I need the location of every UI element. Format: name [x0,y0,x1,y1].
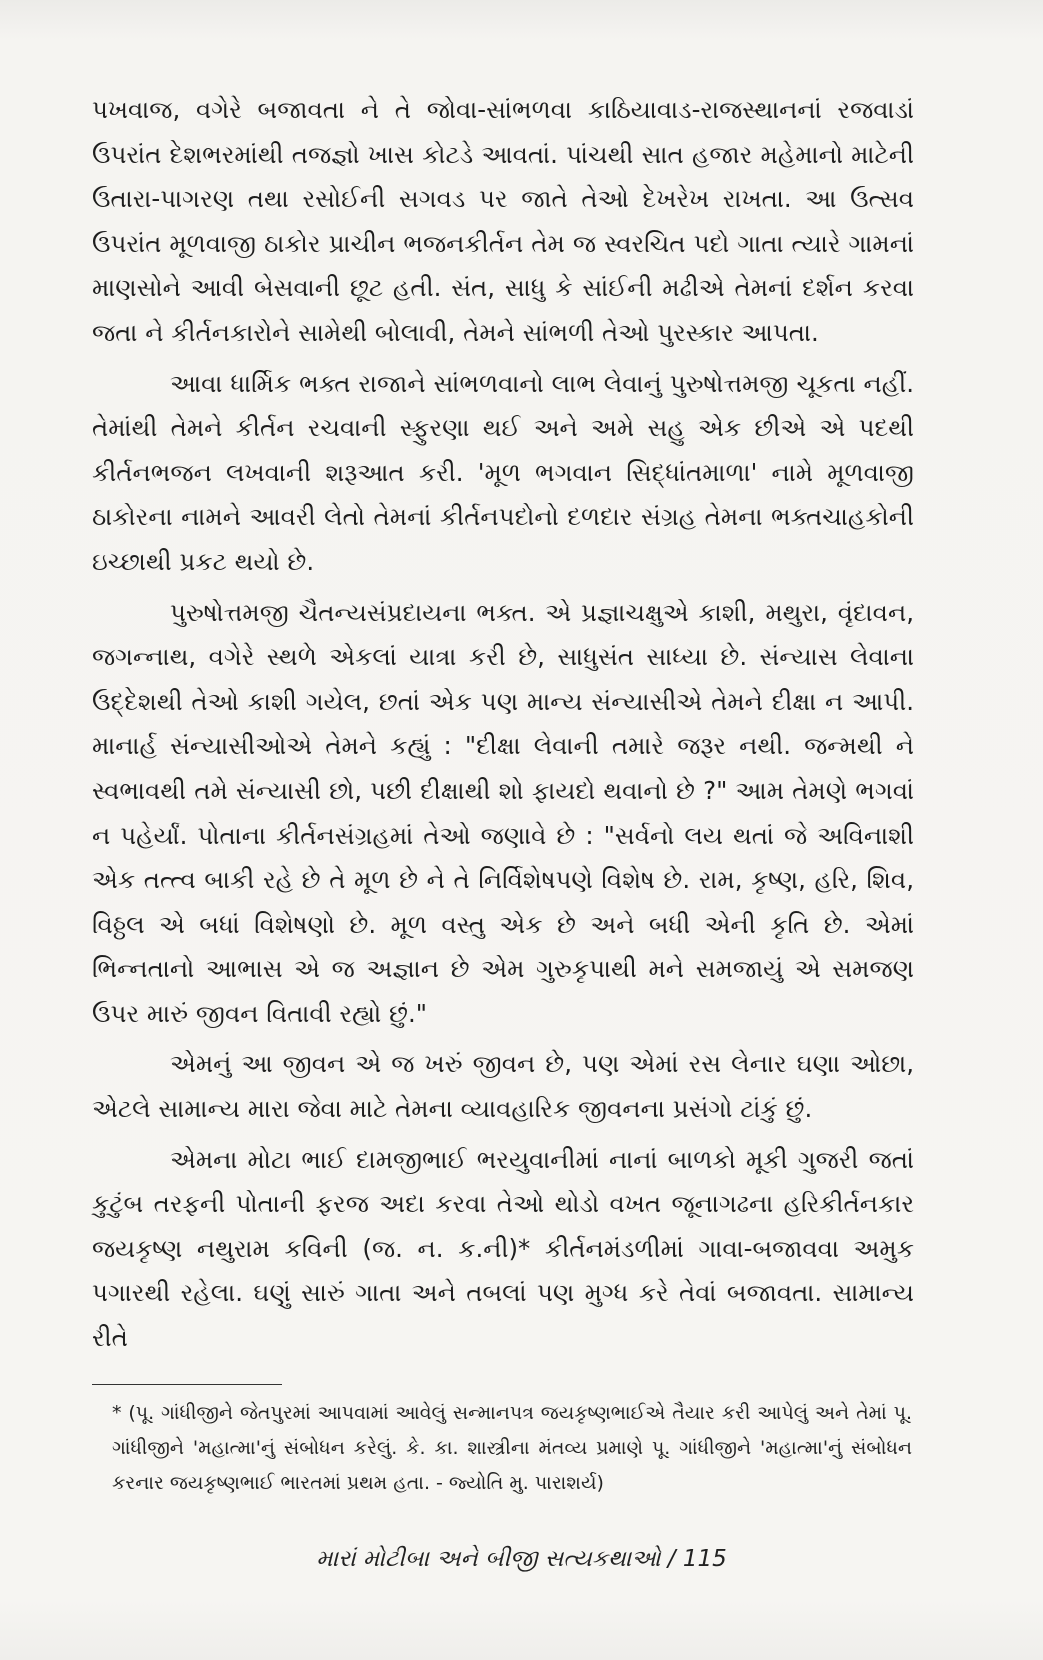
footnote-divider [92,1384,282,1385]
paragraph-4: એમનું આ જીવન એ જ ખરું જીવન છે, પણ એમાં રસ લેનાર ઘણા ઓછા, એટલે સામાન્ય મારા જેવા માટે તેમના વ્યાવહારિક જીવનના પ્રસંગો ટાંકું છું. [92,1049,914,1124]
body-text [92,88,914,1361]
footnote: * (પૂ. ગાંધીજીને જેતપુરમાં આપવામાં આવેલું સન્માનપત્ર જયકૃષ્ણભાઈએ તૈયાર કરી આપેલું અને તેમાં પૂ. ગાંધીજીને 'મહાત્મા'નું સંબોધન કરેલું. કે. કા. શાસ્ત્રીના મંતવ્ય પ્રમાણે પૂ. ગાંધીજીને 'મહાત્મા'નું સંબોધન કરનાર જયકૃષ્ણભાઈ ભારતમાં પ્રથમ હતા. - જ્યોતિ મુ. પારાશર્ય) [112,1402,912,1494]
paragraph-5: એમના મોટા ભાઈ દામજીભાઈ ભરયુવાનીમાં નાનાં બાળકો મૂકી ગુજરી જતાં કુટુંબ તરફની પોતાની ફરજ અદા કરવા તેઓ થોડો વખત જૂનાગઢના હરિકીર્તનકાર જયકૃષ્ણ નથુરામ કવિની (જ. ન. ક.ની)* કીર્તનમંડળીમાં ગાવા-બજાવવા અમુક પગારથી રહેલા. ઘણું સારું ગાતા અને તબલાં પણ મુગ્ધ કરે તેવાં બજાવતા. સામાન્ય રીતે [92,1144,914,1353]
paragraph-3: પુરુષોત્તમજી ચૈતન્યસંપ્રદાયના ભક્ત. એ પ્રજ્ઞાચક્ષુએ કાશી, મથુરા, વૃંદાવન, જગન્નાથ, વગેરે સ્થળે એકલાં યાત્રા કરી છે, સાધુસંત સાધ્યા છે. સંન્યાસ લેવાના ઉદ્દેશથી તેઓ કાશી ગયેલ, છતાં એક પણ માન્ય સંન્યાસીએ તેમને દીક્ષા ન આપી. માનાર્હ સંન્યાસીઓએ તેમને કહ્યું : "દીક્ષા લેવાની તમારે જરૂર નથી. જન્મથી ને સ્વભાવથી તમે સંન્યાસી છો, પછી દીક્ષાથી શો ફાયદો થવાનો છે ?" આમ તેમણે ભગવાં ન પહેર્યાં. પોતાના કીર્તનસંગ્રહમાં તેઓ જણાવે છે : "સર્વનો લય થતાં જે અવિનાશી એક તત્ત્વ બાકી રહે છે તે મૂળ છે ને તે નિર્વિશેષપણે વિશેષ છે. રામ, કૃષ્ણ, હરિ, શિવ, વિઠ્ઠલ એ બધાં વિશેષણો છે. મૂળ વસ્તુ એક છે અને બધી એની કૃતિ છે. એમાં ભિન્નતાનો આભાસ એ જ અજ્ઞાન છે એમ ગુરુકૃપાથી મને સમજાયું એ સમજણ ઉપર મારું જીવન વિતાવી રહ્યો છું." [92,597,914,1028]
page-footer: મારાં મોટીબા અને બીજી સત્યકથાઓ / 115 [316,1546,727,1572]
paragraph-1: પખવાજ, વગેરે બજાવતા ને તે જોવા-સાંભળવા કાઠિયાવાડ-રાજસ્થાનનાં રજવાડાં ઉપરાંત દેશભરમાંથી તજજ્ઞો ખાસ કોટડે આવતાં. પાંચથી સાત હજાર મહેમાનો માટેની ઉતારા-પાગરણ તથા રસોઈની સગવડ પર જાતે તેઓ દેખરેખ રાખતા. આ ઉત્સવ ઉપરાંત મૂળવાજી ઠાકોર પ્રાચીન ભજનકીર્તન તેમ જ સ્વરચિત પદો ગાતા ત્યારે ગામનાં માણસોને આવી બેસવાની છૂટ હતી. સંત, સાધુ કે સાંઈની મઢીએ તેમનાં દર્શન કરવા જતા ને કીર્તનકારોને સામેથી બોલાવી, તેમને સાંભળી તેઓ પુરસ્કાર આપતા. [92,95,914,347]
paragraph-2: આવા ધાર્મિક ભક્ત રાજાને સાંભળવાનો લાભ લેવાનું પુરુષોત્તમજી ચૂકતા નહીં. તેમાંથી તેમને કીર્તન રચવાની સ્ફુરણા થઈ અને અમે સહુ એક છીએ એ પદથી કીર્તનભજન લખવાની શરૂઆત કરી. 'મૂળ ભગવાન સિદ્ધાંતમાળા' નામે મૂળવાજી ઠાકોરના નામને આવરી લેતો તેમનાં કીર્તનપદોનો દળદાર સંગ્રહ તેમના ભક્તચાહકોની ઇચ્છાથી પ્રકટ થયો છે. [92,368,914,576]
